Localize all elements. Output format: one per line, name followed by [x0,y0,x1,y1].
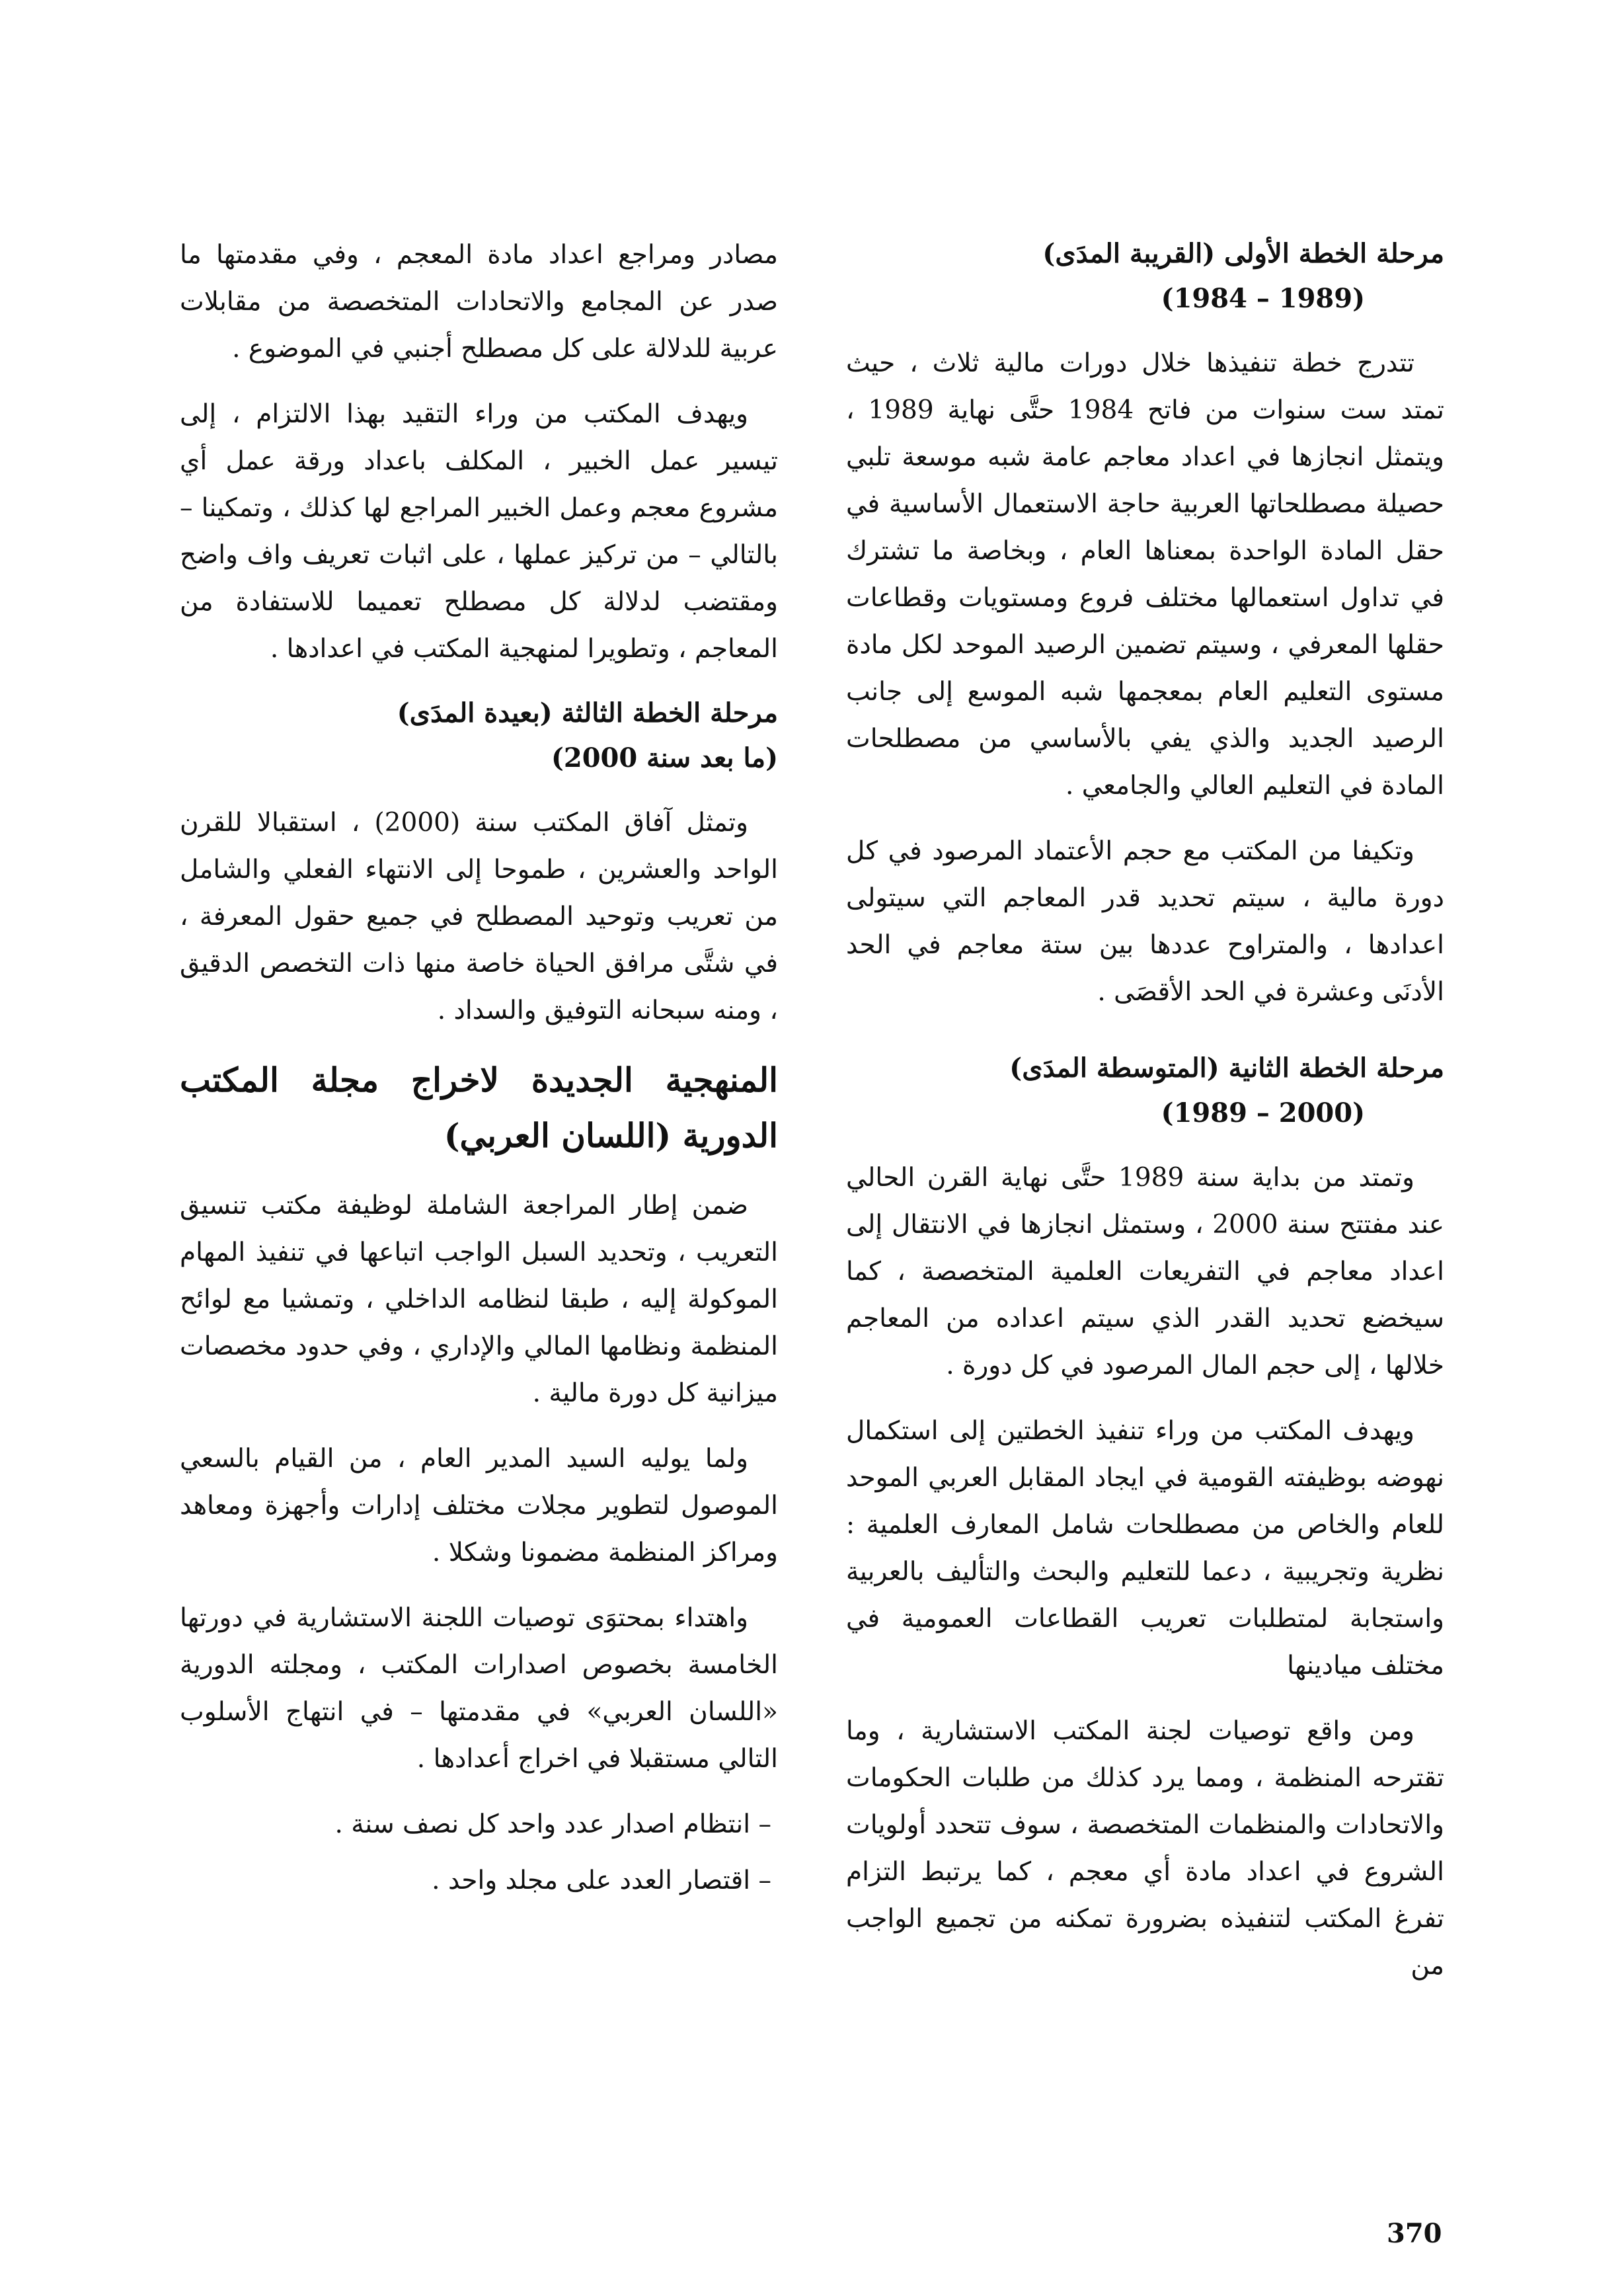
list-item: – اقتصار العدد على مجلد واحد . [432,1866,771,1895]
paragraph: مصادر ومراجع اعداد مادة المعجم ، وفي مقدمتها ما صدر عن المجامع والاتحادات المتخصصة من مقابلات عربية للدلالة على كل مصطلح أجنبي في الموضوع . [180,240,778,364]
page-number: 370 [1387,2218,1442,2249]
heading-title: مرحلة الخطة الثالثة (بعيدة المدَى) [397,697,778,729]
paragraph: وتكيفا من المكتب مع حجم الأعتماد المرصود في كل دورة مالية ، سيتم تحديد قدر المعاجم التي سيتولى اعدادها ، والمتراوح عددها بين ستة معاجم في الحد الأدنَى وعشرة في الحد الأقصَى . [846,836,1444,1007]
left-column [180,231,778,1904]
paragraph: ومن واقع توصيات لجنة المكتب الاستشارية ، وما تقترحه المنظمة ، ومما يرد كذلك من طلبات الحكومات والاتحادات والمنظمات المتخصصة ، سوف تتحدد أولويات الشروع في اعداد مادة أي معجم ، كما يرتبط التزام تفرغ المكتب لتنفيذه بضرورة تمكنه من تجميع الواجب من [846,1716,1444,1981]
heading-title: مرحلة الخطة الأولى (القريبة المدَى) [1042,238,1444,269]
paragraph: ويهدف المكتب من وراء تنفيذ الخطتين إلى استكمال نهوضه بوظيفته القومية في ايجاد المقابل العربي الموحد للعام والخاص من مصطلحات شامل المعارف العلمية : نظرية وتجريبية ، دعما للتعليم والبحث والتأليف بالعربية واستجابة لمتطلبات تعريب القطاعات العمومية في مختلف ميادينها [846,1416,1444,1681]
heading-years: (1984 – 1989) [1161,283,1365,314]
section-heading-journal-methodology: المنهجية الجديدة لاخراج مجلة المكتب الدورية (اللسان العربي) [180,1060,778,1155]
section-heading-third-plan [180,691,778,781]
section-heading-second-plan [846,1046,1444,1136]
paragraph: تتدرج خطة تنفيذها خلال دورات مالية ثلاث ، حيث تمتد ست سنوات من فاتح 1984 حتَّى نهاية 1989 ، ويتمثل انجازها في اعداد معاجم عامة شبه موسعة تلبي حصيلة مصطلحاتها العربية حاجة الاستعمال الأساسية في حقل المادة الواحدة بمعناها العام ، وبخاصة ما تشترك في تداول استعمالها مختلف فروع ومستويات وقطاعات حقلها المعرفي ، وسيتم تضمين الرصيد الموحد لكل مادة مستوى التعليم العام بمعجمها شبه الموسع إلى جانب الرصيد الجديد والذي يفي بالأساسي من مصطلحات المادة في التعليم العالي والجامعي . [846,348,1444,801]
paragraph: واهتداء بمحتوَى توصيات اللجنة الاستشارية في دورتها الخامسة بخصوص اصدارات المكتب ، ومجلته الدورية «اللسان العربي» في مقدمتها – في انتهاج الأسلوب التالي مستقبلا في اخراج أعدادها . [180,1603,778,1774]
heading-years: (1989 – 2000) [1161,1097,1365,1128]
section-heading-first-plan [846,231,1444,321]
right-column [846,231,1444,1989]
paragraph: ضمن إطار المراجعة الشاملة لوظيفة مكتب تنسيق التعريب ، وتحديد السبل الواجب اتباعها في تنفيذ المهام الموكولة إليه ، طبقا لنظامه الداخلي ، وتمشيا مع لوائح المنظمة ونظامها المالي والإداري ، وفي حدود مخصصات ميزانية كل دورة مالية . [180,1191,778,1408]
paragraph: ولما يوليه السيد المدير العام ، من القيام بالسعي الموصول لتطوير مجلات مختلف إدارات وأجهزة ومعاهد ومراكز المنظمة مضمونا وشكلا . [180,1444,778,1567]
paragraph: ويهدف المكتب من وراء التقيد بهذا الالتزام ، إلى تيسير عمل الخبير ، المكلف باعداد ورقة عمل أي مشروع معجم وعمل الخبير المراجع لها كذلك ، وتمكينا – بالتالي – من تركيز عملها ، على اثبات تعريف واف واضح ومقتضب لدلالة كل مصطلح تعميما للاستفادة من المعاجم ، وتطويرا لمنهجية المكتب في اعدادها . [180,399,778,664]
paragraph: وتمثل آفاق المكتب سنة (2000) ، استقبالا للقرن الواحد والعشرين ، طموحا إلى الانتهاء الفعلي والشامل من تعريب وتوحيد المصطلح في جميع حقول المعرفة ، في شتَّى مرافق الحياة خاصة منها ذات التخصص الدقيق ، ومنه سبحانه التوفيق والسداد . [180,808,778,1025]
heading-title: مرحلة الخطة الثانية (المتوسطة المدَى) [1009,1052,1444,1084]
heading-years: (ما بعد سنة 2000) [551,742,778,773]
list-item: – انتظام اصدار عدد واحد كل نصف سنة . [334,1809,771,1839]
paragraph: وتمتد من بداية سنة 1989 حتَّى نهاية القرن الحالي عند مفتتح سنة 2000 ، وستمثل انجازها في الانتقال إلى اعداد معاجم في التفريعات العلمية المتخصصة ، كما سيخضع تحديد القدر الذي سيتم اعداده من المعاجم خلالها ، إلى حجم المال المرصود في كل دورة . [846,1163,1444,1380]
